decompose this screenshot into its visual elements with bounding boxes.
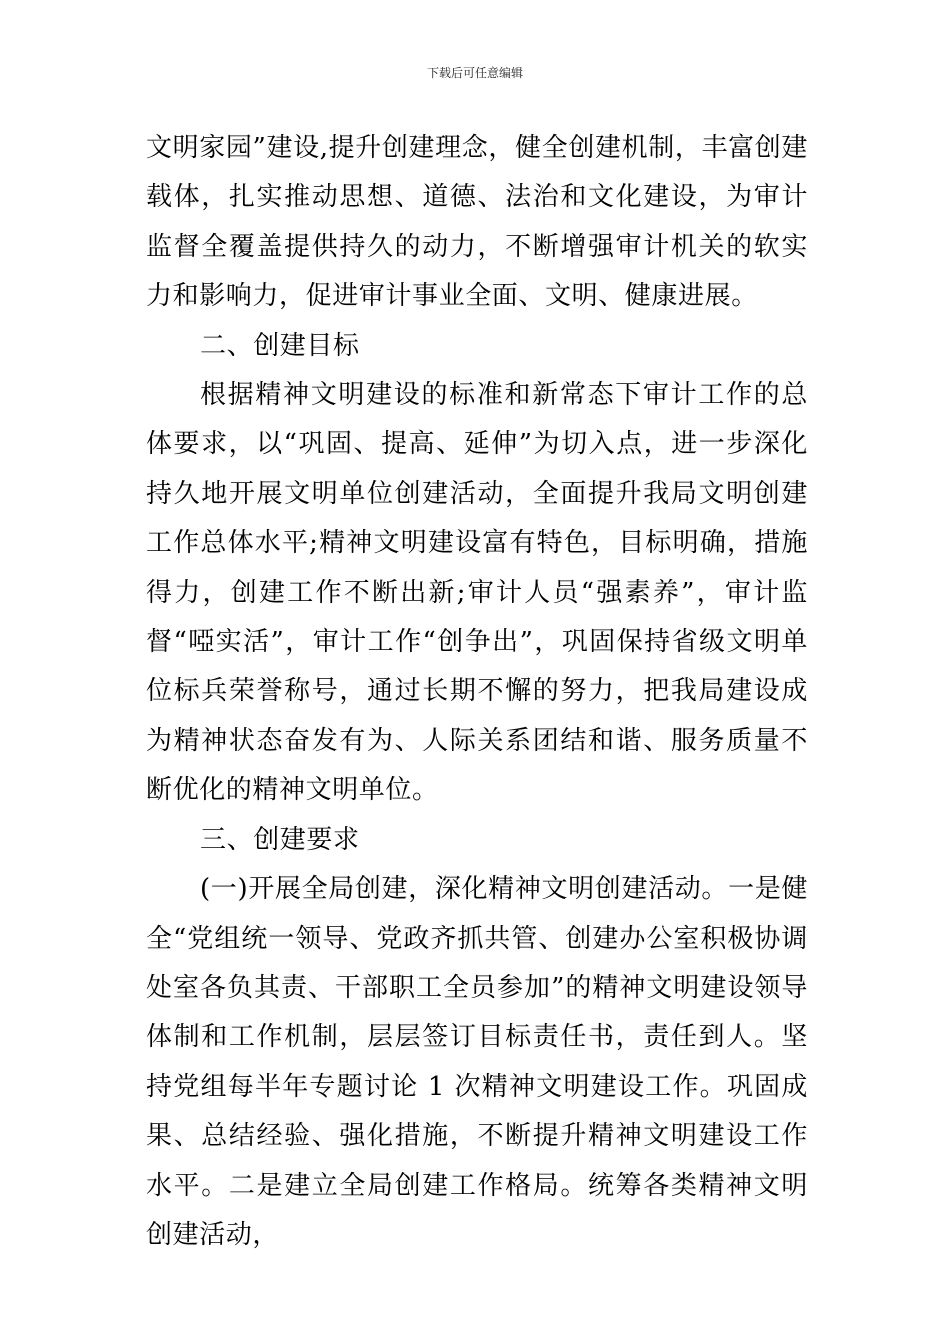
section-heading-goals: 二、创建目标 [200, 330, 360, 361]
page-header-note: 下载后可任意编辑 [426, 66, 523, 80]
paragraph-continuation: 文明家园”建设,提升创建理念，健全创建机制，丰富创建载体，扎实推动思想、道德、法治和文化建设，为审计监督全覆盖提供持久的动力，不断增强审计机关的软实力和影响力，促进审计事业全面、文明、健康进展。 [146, 133, 808, 312]
paragraph-requirements: (一)开展全局创建，深化精神文明创建活动。一是健全“党组统一领导、党政齐抓共管、创建办公室积极协调处室各负其责、干部职工全员参加”的精神文明建设领导体制和工作机制，层层签订目标责任书，责任到人。坚持党组每半年专题讨论 1 次精神文明建设工作。巩固成果、总结经验、强化措施，不断提升精神文明建设工作水平。二是建立全局创建工作格局。统筹各类精神文明创建活动， [146, 874, 808, 1250]
paragraph-goals: 根据精神文明建设的标准和新常态下审计工作的总体要求，以“巩固、提高、延伸”为切入点，进一步深化持久地开展文明单位创建活动，全面提升我局文明创建工作总体水平;精神文明建设富有特色，目标明确，措施得力，创建工作不断出新;审计人员“强素养”，审计监督“啞实活”，审计工作“创争出”，巩固保持省级文明单位标兵荣誉称号，通过长期不懈的努力，把我局建设成为精神状态奋发有为、人际关系团结和谐、服务质量不断优化的精神文明单位。 [146, 380, 808, 806]
section-heading-requirements: 三、创建要求 [200, 824, 360, 855]
document-body [146, 124, 808, 1260]
